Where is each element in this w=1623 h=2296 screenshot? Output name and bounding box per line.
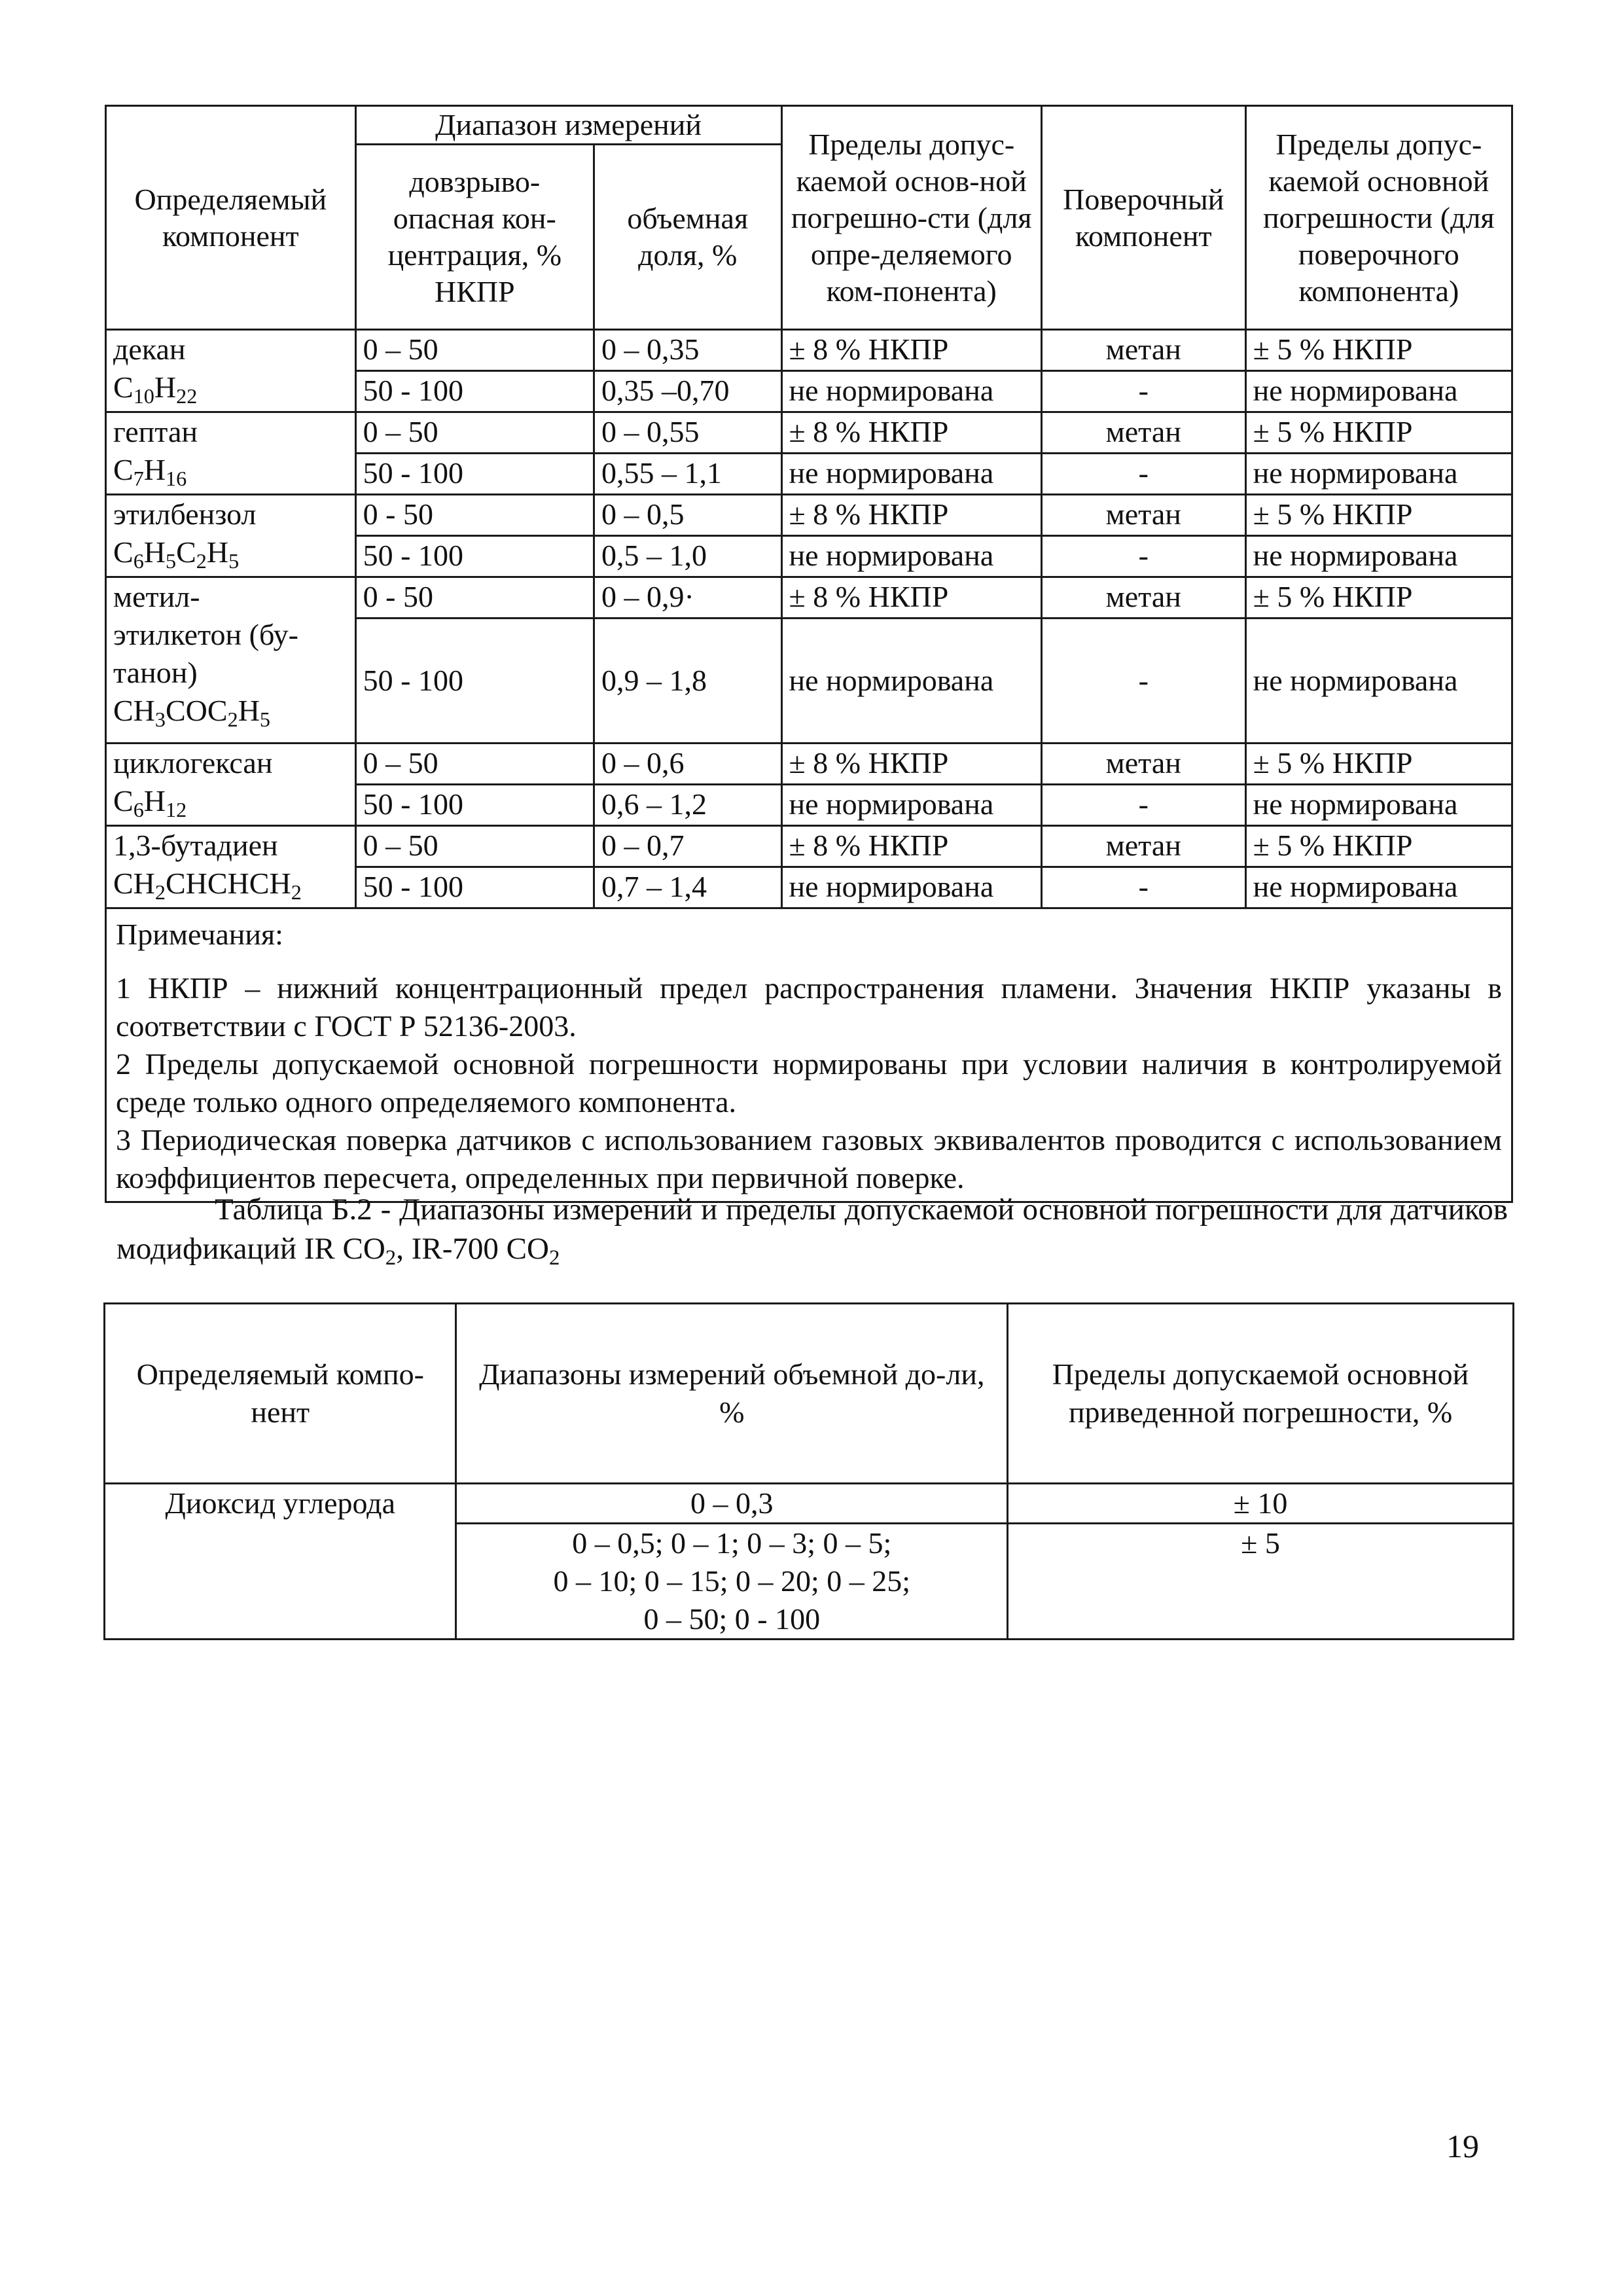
range-lel-cell: 50 - 100 [355, 785, 594, 826]
component-name-line: $CH_3COC_2H_5$ [113, 694, 271, 732]
error-cell: ± 8 % НКПР [781, 577, 1041, 619]
table-row [106, 744, 1512, 785]
calibration-error-cell: ± 5 % НКПР [1245, 330, 1512, 371]
range-volume-cell: 0 – 0,6 [594, 744, 781, 785]
range-volume-cell: 0,6 – 1,2 [594, 785, 781, 826]
t2-range-line: 0 – 0,3 [690, 1486, 774, 1520]
range-lel-cell: 50 - 100 [355, 536, 594, 577]
range-lel-cell: 50 - 100 [355, 454, 594, 495]
t2-range-line: 0 – 0,5; 0 – 1; 0 – 3; 0 – 5; [572, 1526, 892, 1560]
component-name-line: танон) [113, 656, 198, 689]
table-row [106, 826, 1512, 867]
header-component: Определяемый компонент [106, 106, 356, 330]
range-volume-cell: 0 – 0,7 [594, 826, 781, 867]
header-error-component: Пределы допус-каемой основ-ной погрешно-сти (для опре-деляемого ком-понента) [781, 106, 1041, 330]
component-name-line: метил- [113, 580, 200, 613]
caption-text: Таблица Б.2 - Диапазоны измерений и пределы допускаемой основной погрешности для датчиков модификаций IR $CO_2$, IR-700 $CO_2$ [116, 1193, 1508, 1270]
component-name-line: $C_{10}H_{22}$ [113, 370, 198, 408]
component-name-line: этилбензол [113, 497, 257, 531]
calibration-error-cell: ± 5 % НКПР [1245, 577, 1512, 619]
range-lel-cell: 0 - 50 [355, 495, 594, 536]
t2-component-cell: Диоксид углерода [105, 1484, 456, 1640]
range-volume-cell: 0,7 – 1,4 [594, 867, 781, 908]
error-cell: ± 8 % НКПР [781, 412, 1041, 454]
error-cell: не нормирована [781, 536, 1041, 577]
calibration-component-cell: - [1041, 536, 1245, 577]
calibration-component-cell: - [1041, 867, 1245, 908]
calibration-component-cell: - [1041, 785, 1245, 826]
calibration-error-cell: не нормирована [1245, 536, 1512, 577]
component-name-line: гептан [113, 415, 198, 448]
range-lel-cell: 0 – 50 [355, 826, 594, 867]
component-name-line: циклогексан [113, 746, 273, 780]
component-name-line: этилкетон (бу- [113, 618, 298, 651]
component-name-cell [106, 330, 356, 412]
error-cell: ± 8 % НКПР [781, 826, 1041, 867]
range-lel-cell: 50 - 100 [355, 371, 594, 412]
t2-range-line: 0 – 10; 0 – 15; 0 – 20; 0 – 25; [553, 1564, 911, 1598]
calibration-error-cell: ± 5 % НКПР [1245, 412, 1512, 454]
range-lel-cell: 50 - 100 [355, 619, 594, 744]
notes-section [106, 908, 1512, 1202]
table-row [106, 495, 1512, 536]
calibration-error-cell: ± 5 % НКПР [1245, 495, 1512, 536]
t2-error-cell: ± 5 [1008, 1524, 1514, 1640]
header-range-group: Диапазон измерений [355, 106, 781, 145]
note-3: 3 Периодическая поверка датчиков с использованием газовых эквивалентов проводится с использованием коэффициентов пересчета, определенных при первичной поверке. [116, 1123, 1502, 1194]
t2-header-error: Пределы допускаемой основной приведенной погрешности, % [1008, 1304, 1514, 1484]
co2-measurement-table [103, 1302, 1514, 1640]
calibration-error-cell: не нормирована [1245, 371, 1512, 412]
header-error-calibration: Пределы допус-каемой основной погрешности (для поверочного компонента) [1245, 106, 1512, 330]
t2-range-line: 0 – 50; 0 - 100 [643, 1602, 821, 1636]
range-volume-cell: 0,55 – 1,1 [594, 454, 781, 495]
error-cell: ± 8 % НКПР [781, 744, 1041, 785]
t2-error-cell: ± 10 [1008, 1484, 1514, 1524]
component-name-cell [106, 744, 356, 826]
note-2: 2 Пределы допускаемой основной погрешности нормированы при условии наличия в контролируемой среде только одного определяемого компонента. [116, 1047, 1502, 1119]
table-row [106, 412, 1512, 454]
calibration-component-cell: метан [1041, 744, 1245, 785]
component-name-line: $CH_2CHCHCH_2$ [113, 867, 302, 905]
calibration-error-cell: ± 5 % НКПР [1245, 744, 1512, 785]
range-volume-cell: 0,35 –0,70 [594, 371, 781, 412]
calibration-error-cell: не нормирована [1245, 785, 1512, 826]
t2-range-cell [456, 1484, 1008, 1524]
component-name-cell [106, 412, 356, 495]
t2-header-ranges: Диапазоны измерений объемной до-ли, % [456, 1304, 1008, 1484]
calibration-error-cell: не нормирована [1245, 454, 1512, 495]
notes-heading: Примечания: [116, 918, 283, 951]
component-name-cell [106, 826, 356, 908]
error-cell: ± 8 % НКПР [781, 330, 1041, 371]
component-name-cell [106, 495, 356, 577]
page-number: 19 [1446, 2128, 1479, 2164]
component-name-line: $C_6H_5C_2H_5$ [113, 535, 240, 573]
header-calibration-component: Поверочный компонент [1041, 106, 1245, 330]
component-name-line: 1,3-бутадиен [113, 829, 278, 862]
error-cell: не нормирована [781, 867, 1041, 908]
calibration-component-cell: метан [1041, 826, 1245, 867]
range-lel-cell: 0 – 50 [355, 330, 594, 371]
error-cell: не нормирована [781, 371, 1041, 412]
range-volume-cell: 0 – 0,5 [594, 495, 781, 536]
range-lel-cell: 50 - 100 [355, 867, 594, 908]
t2-range-cell [456, 1524, 1008, 1640]
component-name-cell [106, 577, 356, 744]
error-cell: ± 8 % НКПР [781, 495, 1041, 536]
error-cell: не нормирована [781, 619, 1041, 744]
calibration-component-cell: метан [1041, 330, 1245, 371]
calibration-error-cell: ± 5 % НКПР [1245, 826, 1512, 867]
range-volume-cell: 0 – 0,35 [594, 330, 781, 371]
calibration-component-cell: метан [1041, 495, 1245, 536]
calibration-error-cell: не нормирована [1245, 867, 1512, 908]
calibration-component-cell: - [1041, 371, 1245, 412]
range-lel-cell: 0 – 50 [355, 412, 594, 454]
calibration-error-cell: не нормирована [1245, 619, 1512, 744]
t2-header-component: Определяемый компо-нент [105, 1304, 456, 1484]
range-volume-cell: 0 – 0,55 [594, 412, 781, 454]
error-cell: не нормирована [781, 785, 1041, 826]
calibration-component-cell: - [1041, 454, 1245, 495]
range-volume-cell: 0 – 0,9· [594, 577, 781, 619]
error-cell: не нормирована [781, 454, 1041, 495]
table-row [106, 330, 1512, 371]
range-volume-cell: 0,5 – 1,0 [594, 536, 781, 577]
range-lel-cell: 0 - 50 [355, 577, 594, 619]
header-range-volume: объемная доля, % [594, 145, 781, 330]
main-measurement-table [105, 105, 1513, 1203]
range-lel-cell: 0 – 50 [355, 744, 594, 785]
calibration-component-cell: метан [1041, 577, 1245, 619]
note-1: 1 НКПР – нижний концентрационный предел распространения пламени. Значения НКПР указаны в соответствии с ГОСТ Р 52136-2003. [116, 971, 1502, 1043]
component-name-line: декан [113, 332, 186, 366]
calibration-component-cell: метан [1041, 412, 1245, 454]
component-name-line: $C_6H_{12}$ [113, 784, 187, 822]
table-row [106, 577, 1512, 619]
component-name-line: $C_7H_{16}$ [113, 453, 187, 491]
range-volume-cell: 0,9 – 1,8 [594, 619, 781, 744]
calibration-component-cell: - [1041, 619, 1245, 744]
table-caption [116, 1190, 1508, 1268]
header-range-lel: довзрыво-опасная кон-центрация, % НКПР [355, 145, 594, 330]
